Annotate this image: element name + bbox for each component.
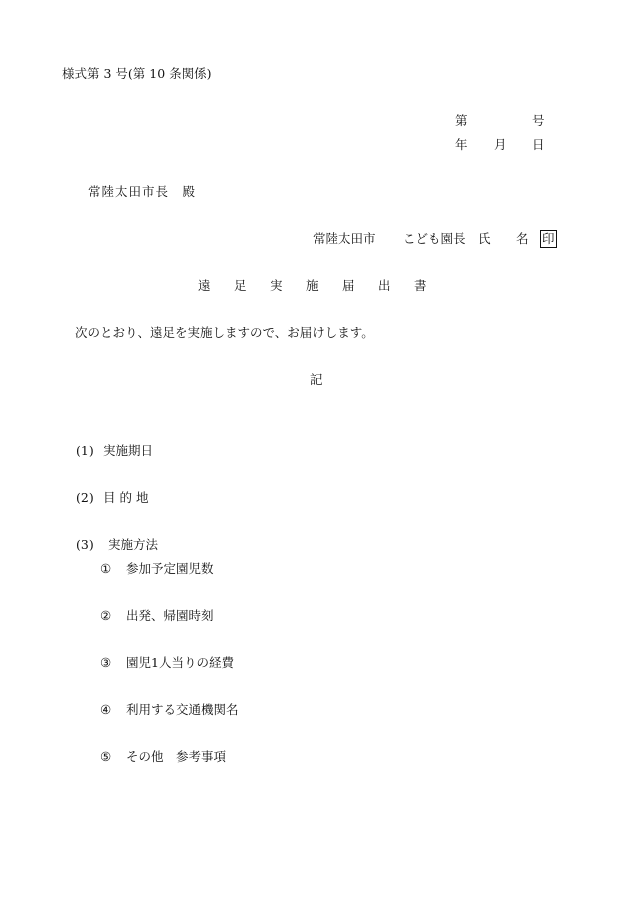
seal-mark: 印 (542, 231, 555, 246)
sub-item-label: 出発、帰園時刻 (126, 608, 214, 623)
sender-org: 常陸太田市 (313, 231, 376, 246)
sender-name-label-1: 氏 (478, 231, 491, 246)
item-number: (3) (76, 537, 94, 552)
sub-item-number: ④ (100, 702, 112, 717)
date-day-label: 日 (532, 137, 545, 152)
item-label: 実施方法 (108, 537, 159, 552)
sender-role: こども園長 (403, 231, 466, 246)
sender-name-label-2: 名 (516, 231, 529, 246)
sub-item-number: ③ (100, 655, 112, 670)
item-label: 目 的 地 (103, 490, 149, 505)
item-number: (2) (76, 490, 94, 505)
sub-item-label: 利用する交通機関名 (126, 702, 239, 717)
date-year-label: 年 (455, 137, 468, 152)
sub-item-label: 園児1人当りの経費 (126, 655, 234, 670)
sub-item-number: ① (100, 561, 112, 576)
item-label: 実施期日 (103, 443, 154, 458)
addressee: 常陸太田市長 殿 (88, 184, 197, 199)
date-month-label: 月 (494, 137, 507, 152)
doc-number-suffix: 号 (532, 113, 545, 128)
intro-text: 次のとおり、遠足を実施しますので、お届けします。 (75, 325, 374, 340)
sub-item-number: ⑤ (100, 749, 112, 764)
doc-number-label: 第 (455, 113, 468, 128)
document-title: 遠足実施届出書 (198, 278, 451, 293)
sub-item-label: 参加予定園児数 (126, 561, 214, 576)
sub-item-label: その他 参考事項 (126, 749, 227, 764)
sub-item-number: ② (100, 608, 112, 623)
item-number: (1) (76, 443, 94, 458)
form-number: 様式第 3 号(第 10 条関係) (62, 66, 212, 81)
record-mark: 記 (310, 372, 323, 387)
